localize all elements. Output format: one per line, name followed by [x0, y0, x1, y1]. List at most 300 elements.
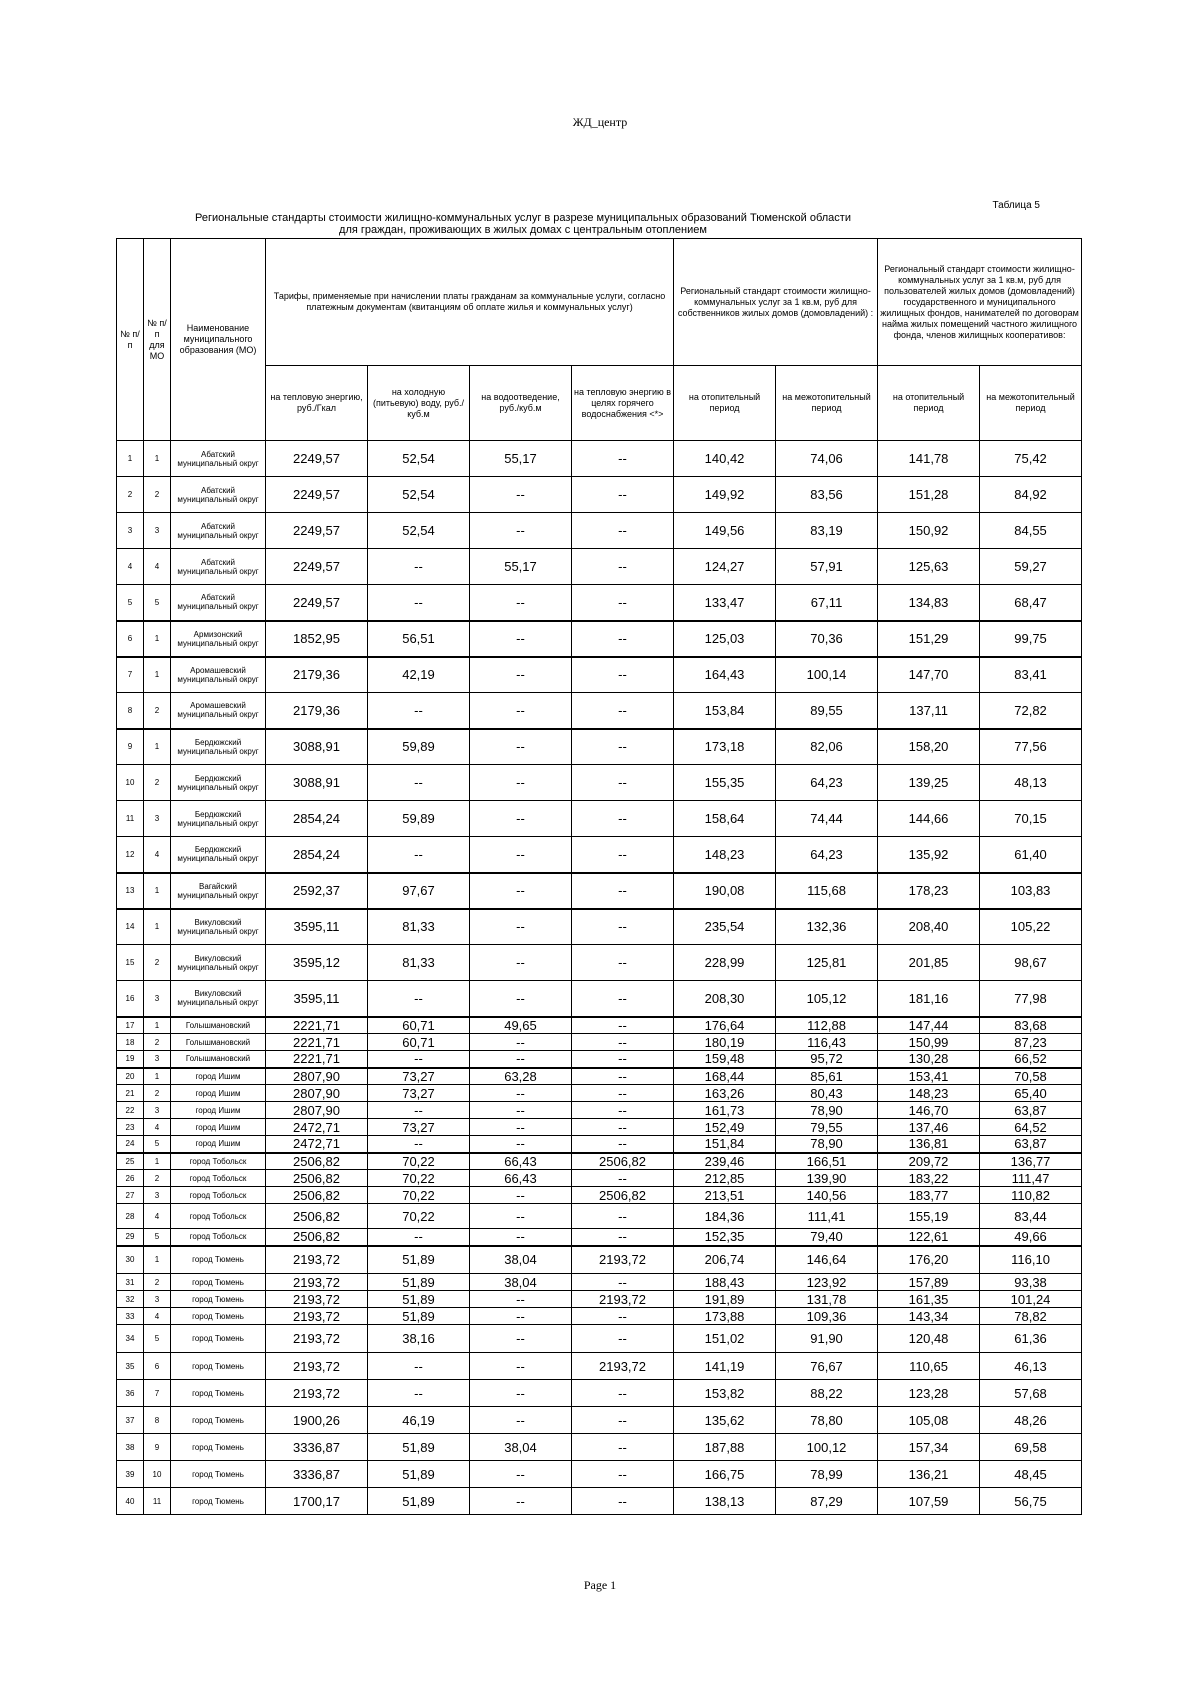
table-row	[117, 837, 1082, 873]
drainage-tariff: 55,17	[470, 441, 572, 477]
drainage-tariff: 55,17	[470, 549, 572, 585]
row-number-mo: 1	[144, 657, 171, 693]
owners-heating-period: 228,99	[674, 945, 776, 981]
users-heating-period: 120,48	[878, 1325, 980, 1353]
row-number: 24	[117, 1136, 144, 1153]
hot-water-heat-tariff: --	[572, 1051, 674, 1068]
hot-water-heat-tariff: --	[572, 621, 674, 657]
row-number: 17	[117, 1017, 144, 1034]
owners-non-heating-period: 85,61	[776, 1068, 878, 1085]
drainage-tariff: --	[470, 1136, 572, 1153]
table-row	[117, 765, 1082, 801]
owners-non-heating-period: 105,12	[776, 981, 878, 1017]
cold-water-tariff: 73,27	[368, 1119, 470, 1136]
users-non-heating-period: 48,13	[980, 765, 1082, 801]
municipality-name: город Ишим	[171, 1119, 266, 1136]
municipality-name: город Тюмень	[171, 1488, 266, 1515]
table-row	[117, 1034, 1082, 1051]
users-non-heating-period: 99,75	[980, 621, 1082, 657]
table-row	[117, 729, 1082, 765]
row-number-mo: 2	[144, 1085, 171, 1102]
owners-heating-period: 212,85	[674, 1170, 776, 1187]
tariff-table	[116, 238, 1082, 1515]
owners-heating-period: 191,89	[674, 1291, 776, 1308]
heat-tariff: 2506,82	[266, 1229, 368, 1246]
owners-non-heating-period: 78,80	[776, 1407, 878, 1434]
users-non-heating-period: 77,56	[980, 729, 1082, 765]
row-number: 19	[117, 1051, 144, 1068]
cold-water-tariff: 81,33	[368, 909, 470, 945]
owners-heating-period: 173,88	[674, 1308, 776, 1325]
hot-water-heat-tariff: --	[572, 801, 674, 837]
hot-water-heat-tariff: --	[572, 549, 674, 585]
table-row	[117, 1170, 1082, 1187]
drainage-tariff: 38,04	[470, 1246, 572, 1274]
cold-water-tariff: --	[368, 585, 470, 621]
cold-water-tariff: --	[368, 1051, 470, 1068]
owners-non-heating-period: 78,90	[776, 1102, 878, 1119]
heat-tariff: 2249,57	[266, 441, 368, 477]
users-non-heating-period: 48,45	[980, 1461, 1082, 1488]
heat-tariff: 2807,90	[266, 1085, 368, 1102]
owners-heating-period: 168,44	[674, 1068, 776, 1085]
row-number: 6	[117, 621, 144, 657]
table-row	[117, 1119, 1082, 1136]
hot-water-heat-tariff: 2506,82	[572, 1187, 674, 1204]
municipality-name: Викуловский муниципальный округ	[171, 945, 266, 981]
cold-water-tariff: --	[368, 549, 470, 585]
header-non-heating-period-2: на межотопительный период	[980, 366, 1082, 441]
users-heating-period: 183,77	[878, 1187, 980, 1204]
owners-non-heating-period: 91,90	[776, 1325, 878, 1353]
hot-water-heat-tariff: --	[572, 981, 674, 1017]
row-number: 36	[117, 1380, 144, 1407]
municipality-name: Вагайский муниципальный округ	[171, 873, 266, 909]
row-number-mo: 2	[144, 477, 171, 513]
heat-tariff: 2221,71	[266, 1051, 368, 1068]
heat-tariff: 2249,57	[266, 549, 368, 585]
cold-water-tariff: 46,19	[368, 1407, 470, 1434]
hot-water-heat-tariff: --	[572, 1068, 674, 1085]
drainage-tariff: --	[470, 1204, 572, 1229]
users-non-heating-period: 68,47	[980, 585, 1082, 621]
users-heating-period: 176,20	[878, 1246, 980, 1274]
row-number-mo: 2	[144, 1034, 171, 1051]
row-number-mo: 7	[144, 1380, 171, 1407]
row-number-mo: 3	[144, 801, 171, 837]
row-number-mo: 1	[144, 1153, 171, 1170]
owners-heating-period: 133,47	[674, 585, 776, 621]
row-number-mo: 1	[144, 441, 171, 477]
hot-water-heat-tariff: --	[572, 729, 674, 765]
cold-water-tariff: 51,89	[368, 1434, 470, 1461]
hot-water-heat-tariff: --	[572, 1434, 674, 1461]
municipality-name: город Тюмень	[171, 1461, 266, 1488]
cold-water-tariff: 70,22	[368, 1187, 470, 1204]
drainage-tariff: --	[470, 1034, 572, 1051]
row-number-mo: 5	[144, 585, 171, 621]
table-title-line2: для граждан, проживающих в жилых домах с центральным отоплением	[339, 224, 707, 236]
municipality-name: город Тюмень	[171, 1325, 266, 1353]
municipality-name: город Тюмень	[171, 1434, 266, 1461]
row-number-mo: 3	[144, 1102, 171, 1119]
users-non-heating-period: 78,82	[980, 1308, 1082, 1325]
heat-tariff: 2506,82	[266, 1187, 368, 1204]
owners-non-heating-period: 125,81	[776, 945, 878, 981]
drainage-tariff: --	[470, 1407, 572, 1434]
heat-tariff: 2193,72	[266, 1246, 368, 1274]
row-number: 10	[117, 765, 144, 801]
cold-water-tariff: 51,89	[368, 1274, 470, 1291]
drainage-tariff: --	[470, 1119, 572, 1136]
users-heating-period: 153,41	[878, 1068, 980, 1085]
users-heating-period: 147,70	[878, 657, 980, 693]
cold-water-tariff: 73,27	[368, 1085, 470, 1102]
cold-water-tariff: 70,22	[368, 1204, 470, 1229]
users-non-heating-period: 49,66	[980, 1229, 1082, 1246]
table-row	[117, 1051, 1082, 1068]
drainage-tariff: --	[470, 765, 572, 801]
drainage-tariff: --	[470, 693, 572, 729]
users-non-heating-period: 84,92	[980, 477, 1082, 513]
users-heating-period: 208,40	[878, 909, 980, 945]
municipality-name: Бердюжский муниципальный округ	[171, 729, 266, 765]
users-non-heating-period: 75,42	[980, 441, 1082, 477]
owners-heating-period: 163,26	[674, 1085, 776, 1102]
table-row	[117, 1136, 1082, 1153]
heat-tariff: 1852,95	[266, 621, 368, 657]
row-number: 31	[117, 1274, 144, 1291]
heat-tariff: 2592,37	[266, 873, 368, 909]
cold-water-tariff: 51,89	[368, 1488, 470, 1515]
row-number-mo: 4	[144, 1119, 171, 1136]
owners-heating-period: 149,56	[674, 513, 776, 549]
row-number: 3	[117, 513, 144, 549]
owners-heating-period: 155,35	[674, 765, 776, 801]
hot-water-heat-tariff: --	[572, 693, 674, 729]
municipality-name: город Тюмень	[171, 1407, 266, 1434]
owners-heating-period: 153,82	[674, 1380, 776, 1407]
users-non-heating-period: 136,77	[980, 1153, 1082, 1170]
cold-water-tariff: 52,54	[368, 513, 470, 549]
header-cold-water: на холодную (питьевую) воду, руб./куб.м	[368, 366, 470, 441]
users-non-heating-period: 87,23	[980, 1034, 1082, 1051]
hot-water-heat-tariff: --	[572, 1229, 674, 1246]
owners-non-heating-period: 64,23	[776, 765, 878, 801]
row-number: 11	[117, 801, 144, 837]
municipality-name: Викуловский муниципальный округ	[171, 981, 266, 1017]
cold-water-tariff: 60,71	[368, 1017, 470, 1034]
owners-non-heating-period: 78,90	[776, 1136, 878, 1153]
municipality-name: город Тобольск	[171, 1204, 266, 1229]
heat-tariff: 3088,91	[266, 765, 368, 801]
row-number: 16	[117, 981, 144, 1017]
table-row	[117, 1102, 1082, 1119]
hot-water-heat-tariff: --	[572, 1119, 674, 1136]
owners-heating-period: 239,46	[674, 1153, 776, 1170]
users-heating-period: 137,46	[878, 1119, 980, 1136]
heat-tariff: 2472,71	[266, 1119, 368, 1136]
heat-tariff: 2506,82	[266, 1204, 368, 1229]
owners-non-heating-period: 80,43	[776, 1085, 878, 1102]
heat-tariff: 1900,26	[266, 1407, 368, 1434]
table-row	[117, 1325, 1082, 1353]
cold-water-tariff: --	[368, 837, 470, 873]
row-number: 21	[117, 1085, 144, 1102]
owners-heating-period: 149,92	[674, 477, 776, 513]
hot-water-heat-tariff: --	[572, 909, 674, 945]
municipality-name: Бердюжский муниципальный округ	[171, 801, 266, 837]
drainage-tariff: --	[470, 1229, 572, 1246]
drainage-tariff: --	[470, 1308, 572, 1325]
row-number-mo: 2	[144, 945, 171, 981]
users-heating-period: 110,65	[878, 1353, 980, 1380]
users-heating-period: 150,92	[878, 513, 980, 549]
hot-water-heat-tariff: --	[572, 1274, 674, 1291]
cold-water-tariff: 59,89	[368, 729, 470, 765]
row-number: 18	[117, 1034, 144, 1051]
row-number-mo: 10	[144, 1461, 171, 1488]
owners-heating-period: 176,64	[674, 1017, 776, 1034]
header-num-mo: № п/п для МО	[144, 239, 171, 441]
users-non-heating-period: 66,52	[980, 1051, 1082, 1068]
owners-heating-period: 141,19	[674, 1353, 776, 1380]
table-row	[117, 909, 1082, 945]
drainage-tariff: --	[470, 837, 572, 873]
cold-water-tariff: 81,33	[368, 945, 470, 981]
owners-non-heating-period: 95,72	[776, 1051, 878, 1068]
owners-heating-period: 148,23	[674, 837, 776, 873]
table-row	[117, 1068, 1082, 1085]
heat-tariff: 3595,11	[266, 909, 368, 945]
page-header: ЖД_центр	[572, 115, 628, 129]
owners-heating-period: 138,13	[674, 1488, 776, 1515]
owners-heating-period: 180,19	[674, 1034, 776, 1051]
row-number: 38	[117, 1434, 144, 1461]
users-heating-period: 183,22	[878, 1170, 980, 1187]
owners-non-heating-period: 82,06	[776, 729, 878, 765]
cold-water-tariff: 51,89	[368, 1308, 470, 1325]
municipality-name: город Тюмень	[171, 1291, 266, 1308]
users-non-heating-period: 72,82	[980, 693, 1082, 729]
cold-water-tariff: --	[368, 1136, 470, 1153]
users-non-heating-period: 48,26	[980, 1407, 1082, 1434]
table-row	[117, 1461, 1082, 1488]
users-heating-period: 123,28	[878, 1380, 980, 1407]
table-row	[117, 1407, 1082, 1434]
users-non-heating-period: 83,44	[980, 1204, 1082, 1229]
users-heating-period: 136,21	[878, 1461, 980, 1488]
cold-water-tariff: 56,51	[368, 621, 470, 657]
municipality-name: Бердюжский муниципальный округ	[171, 765, 266, 801]
row-number: 2	[117, 477, 144, 513]
table-row	[117, 801, 1082, 837]
row-number: 22	[117, 1102, 144, 1119]
row-number-mo: 2	[144, 765, 171, 801]
header-num: № п/п	[117, 239, 144, 441]
heat-tariff: 2193,72	[266, 1353, 368, 1380]
owners-non-heating-period: 79,55	[776, 1119, 878, 1136]
drainage-tariff: --	[470, 585, 572, 621]
row-number-mo: 9	[144, 1434, 171, 1461]
header-standard-users: Региональный стандарт стоимости жилищно-коммунальных услуг за 1 кв.м, руб для пользователей жилых домов (домовладений) государственного и муниципального жилищных фондов, нанимателей по договорам найма жилых помещений частного жилищного фонда, членов жилищных кооперативов:	[878, 239, 1082, 366]
owners-heating-period: 235,54	[674, 909, 776, 945]
municipality-name: Бердюжский муниципальный округ	[171, 837, 266, 873]
row-number: 26	[117, 1170, 144, 1187]
cold-water-tariff: 38,16	[368, 1325, 470, 1353]
row-number: 37	[117, 1407, 144, 1434]
row-number: 27	[117, 1187, 144, 1204]
drainage-tariff: --	[470, 513, 572, 549]
users-non-heating-period: 84,55	[980, 513, 1082, 549]
users-heating-period: 122,61	[878, 1229, 980, 1246]
owners-non-heating-period: 78,99	[776, 1461, 878, 1488]
row-number-mo: 1	[144, 621, 171, 657]
owners-non-heating-period: 139,90	[776, 1170, 878, 1187]
cold-water-tariff: 70,22	[368, 1153, 470, 1170]
owners-non-heating-period: 64,23	[776, 837, 878, 873]
row-number-mo: 5	[144, 1325, 171, 1353]
hot-water-heat-tariff: --	[572, 1102, 674, 1119]
cold-water-tariff: 60,71	[368, 1034, 470, 1051]
hot-water-heat-tariff: --	[572, 585, 674, 621]
cold-water-tariff: 59,89	[368, 801, 470, 837]
table-row	[117, 657, 1082, 693]
owners-non-heating-period: 100,14	[776, 657, 878, 693]
drainage-tariff: --	[470, 1085, 572, 1102]
heat-tariff: 3595,11	[266, 981, 368, 1017]
hot-water-heat-tariff: --	[572, 1170, 674, 1187]
owners-heating-period: 206,74	[674, 1246, 776, 1274]
municipality-name: город Тобольск	[171, 1170, 266, 1187]
hot-water-heat-tariff: --	[572, 873, 674, 909]
owners-non-heating-period: 89,55	[776, 693, 878, 729]
owners-non-heating-period: 76,67	[776, 1353, 878, 1380]
owners-heating-period: 158,64	[674, 801, 776, 837]
users-non-heating-period: 61,36	[980, 1325, 1082, 1353]
municipality-name: город Ишим	[171, 1068, 266, 1085]
users-non-heating-period: 103,83	[980, 873, 1082, 909]
municipality-name: Абатский муниципальный округ	[171, 549, 266, 585]
owners-heating-period: 161,73	[674, 1102, 776, 1119]
table-row	[117, 945, 1082, 981]
row-number-mo: 1	[144, 909, 171, 945]
hot-water-heat-tariff: --	[572, 945, 674, 981]
heat-tariff: 3336,87	[266, 1461, 368, 1488]
cold-water-tariff: --	[368, 981, 470, 1017]
header-heating-period: на отопительный период	[674, 366, 776, 441]
owners-non-heating-period: 67,11	[776, 585, 878, 621]
users-heating-period: 134,83	[878, 585, 980, 621]
heat-tariff: 1700,17	[266, 1488, 368, 1515]
row-number-mo: 3	[144, 513, 171, 549]
owners-heating-period: 152,49	[674, 1119, 776, 1136]
users-non-heating-period: 105,22	[980, 909, 1082, 945]
cold-water-tariff: 73,27	[368, 1068, 470, 1085]
row-number: 1	[117, 441, 144, 477]
hot-water-heat-tariff: --	[572, 1136, 674, 1153]
heat-tariff: 2854,24	[266, 837, 368, 873]
heat-tariff: 2193,72	[266, 1325, 368, 1353]
owners-non-heating-period: 123,92	[776, 1274, 878, 1291]
drainage-tariff: --	[470, 621, 572, 657]
municipality-name: Голышмановский	[171, 1034, 266, 1051]
drainage-tariff: 66,43	[470, 1153, 572, 1170]
row-number-mo: 11	[144, 1488, 171, 1515]
municipality-name: Голышмановский	[171, 1051, 266, 1068]
municipality-name: Армизонский муниципальный округ	[171, 621, 266, 657]
owners-heating-period: 184,36	[674, 1204, 776, 1229]
table-row	[117, 1308, 1082, 1325]
owners-non-heating-period: 74,06	[776, 441, 878, 477]
header-name: Наименование муниципального образования (МО)	[171, 239, 266, 441]
users-non-heating-period: 77,98	[980, 981, 1082, 1017]
owners-non-heating-period: 112,88	[776, 1017, 878, 1034]
municipality-name: Голышмановский	[171, 1017, 266, 1034]
owners-non-heating-period: 109,36	[776, 1308, 878, 1325]
row-number: 29	[117, 1229, 144, 1246]
municipality-name: Аромашевский муниципальный округ	[171, 657, 266, 693]
drainage-tariff: 38,04	[470, 1274, 572, 1291]
drainage-tariff: --	[470, 909, 572, 945]
row-number: 35	[117, 1353, 144, 1380]
drainage-tariff: 38,04	[470, 1434, 572, 1461]
cold-water-tariff: --	[368, 693, 470, 729]
owners-non-heating-period: 100,12	[776, 1434, 878, 1461]
owners-heating-period: 166,75	[674, 1461, 776, 1488]
municipality-name: город Тюмень	[171, 1274, 266, 1291]
municipality-name: город Ишим	[171, 1102, 266, 1119]
users-non-heating-period: 56,75	[980, 1488, 1082, 1515]
users-heating-period: 150,99	[878, 1034, 980, 1051]
table-row	[117, 873, 1082, 909]
owners-non-heating-period: 88,22	[776, 1380, 878, 1407]
heat-tariff: 2193,72	[266, 1274, 368, 1291]
owners-non-heating-period: 79,40	[776, 1229, 878, 1246]
row-number-mo: 4	[144, 1204, 171, 1229]
heat-tariff: 3336,87	[266, 1434, 368, 1461]
users-non-heating-period: 57,68	[980, 1380, 1082, 1407]
owners-heating-period: 140,42	[674, 441, 776, 477]
users-non-heating-period: 70,15	[980, 801, 1082, 837]
hot-water-heat-tariff: --	[572, 441, 674, 477]
hot-water-heat-tariff: --	[572, 1085, 674, 1102]
heat-tariff: 2807,90	[266, 1102, 368, 1119]
municipality-name: город Тобольск	[171, 1187, 266, 1204]
row-number: 20	[117, 1068, 144, 1085]
users-non-heating-period: 46,13	[980, 1353, 1082, 1380]
table-row	[117, 513, 1082, 549]
drainage-tariff: --	[470, 657, 572, 693]
municipality-name: Абатский муниципальный округ	[171, 477, 266, 513]
hot-water-heat-tariff: --	[572, 1325, 674, 1353]
drainage-tariff: 63,28	[470, 1068, 572, 1085]
drainage-tariff: --	[470, 945, 572, 981]
users-non-heating-period: 83,41	[980, 657, 1082, 693]
municipality-name: город Ишим	[171, 1085, 266, 1102]
hot-water-heat-tariff: 2506,82	[572, 1153, 674, 1170]
heat-tariff: 2221,71	[266, 1034, 368, 1051]
drainage-tariff: --	[470, 1102, 572, 1119]
hot-water-heat-tariff: --	[572, 765, 674, 801]
hot-water-heat-tariff: 2193,72	[572, 1246, 674, 1274]
owners-non-heating-period: 140,56	[776, 1187, 878, 1204]
hot-water-heat-tariff: --	[572, 1407, 674, 1434]
owners-heating-period: 208,30	[674, 981, 776, 1017]
row-number-mo: 1	[144, 873, 171, 909]
owners-heating-period: 164,43	[674, 657, 776, 693]
row-number: 12	[117, 837, 144, 873]
